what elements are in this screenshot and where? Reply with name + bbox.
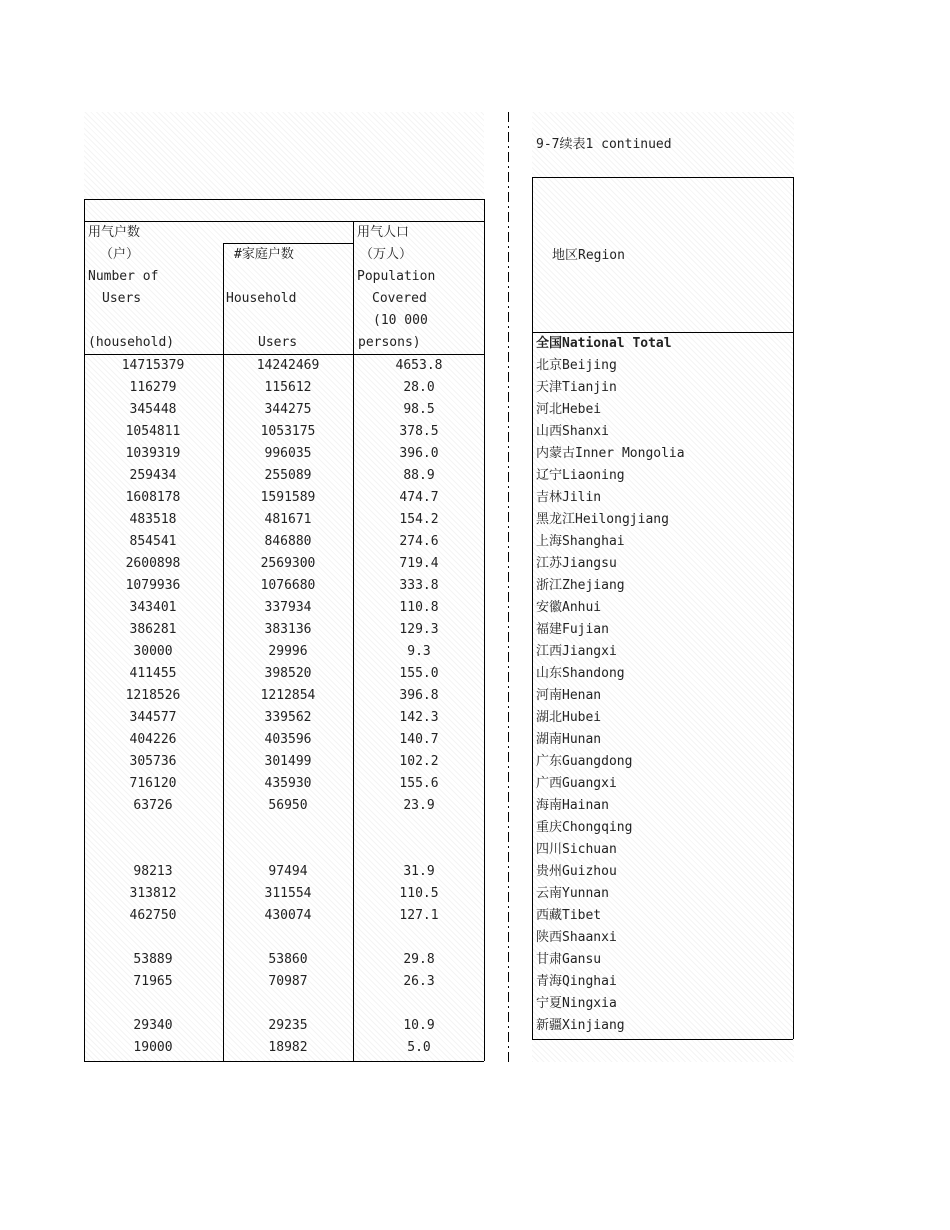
household-cell: 53860	[268, 952, 308, 967]
table-row	[84, 927, 484, 949]
population-cell: 28.0	[403, 380, 435, 395]
table-row	[84, 707, 484, 729]
users-cell: 1054811	[125, 424, 181, 439]
users-header-cn: 用气户数	[88, 225, 141, 240]
region-label: 湖北Hubei	[536, 710, 602, 725]
users-cell: 14715379	[121, 358, 185, 373]
household-cell: 311554	[264, 886, 312, 901]
users-cell: 98213	[133, 864, 173, 879]
household-cell: 301499	[264, 754, 312, 769]
household-cell: 1076680	[260, 578, 316, 593]
users-cell: 1608178	[125, 490, 181, 505]
household-cell: 97494	[268, 864, 308, 879]
population-cell: 274.6	[399, 534, 439, 549]
region-label: 安徽Anhui	[536, 600, 602, 615]
users-cell: 71965	[133, 974, 173, 989]
left-table-header-top-rule	[84, 221, 484, 222]
region-label: 河南Henan	[536, 688, 602, 703]
users-header-en-2: Users	[102, 291, 142, 306]
population-cell: 129.3	[399, 622, 439, 637]
population-cell: 140.7	[399, 732, 439, 747]
region-label: 浙江Zhejiang	[536, 578, 625, 593]
household-cell: 435930	[264, 776, 312, 791]
region-label: 江西Jiangxi	[536, 644, 617, 659]
household-cell: 344275	[264, 402, 312, 417]
household-header-cn: #家庭户数	[234, 247, 294, 262]
region-label: 福建Fujian	[536, 622, 609, 637]
table-row	[84, 575, 484, 597]
right-table-top-rule	[532, 177, 793, 178]
population-cell: 98.5	[403, 402, 435, 417]
table-row	[84, 465, 484, 487]
users-cell: 63726	[133, 798, 173, 813]
page-separator	[508, 112, 509, 1062]
household-cell: 1053175	[260, 424, 316, 439]
table-row	[84, 905, 484, 927]
household-cell: 29996	[268, 644, 308, 659]
users-cell: 404226	[129, 732, 177, 747]
region-label: 上海Shanghai	[536, 534, 625, 549]
population-cell: 4653.8	[395, 358, 443, 373]
population-cell: 31.9	[403, 864, 435, 879]
left-table-bottom-rule	[84, 1061, 484, 1062]
table-row	[84, 1015, 484, 1037]
users-cell: 29340	[133, 1018, 173, 1033]
table-row	[84, 597, 484, 619]
users-cell: 386281	[129, 622, 177, 637]
left-table-top-rule	[84, 199, 484, 200]
region-label: 贵州Guizhou	[536, 864, 617, 879]
users-cell: 716120	[129, 776, 177, 791]
table-row	[84, 377, 484, 399]
users-cell: 483518	[129, 512, 177, 527]
population-cell: 396.8	[399, 688, 439, 703]
household-cell: 1591589	[260, 490, 316, 505]
household-header-en-1: Household	[226, 291, 297, 306]
table-row	[84, 971, 484, 993]
table-row	[84, 663, 484, 685]
table-row	[84, 355, 484, 377]
users-cell: 305736	[129, 754, 177, 769]
users-cell: 259434	[129, 468, 177, 483]
region-label: 新疆Xinjiang	[536, 1018, 625, 1033]
table-row	[84, 1037, 484, 1059]
region-label: 湖南Hunan	[536, 732, 602, 747]
household-cell: 337934	[264, 600, 312, 615]
household-cell: 1212854	[260, 688, 316, 703]
household-cell: 70987	[268, 974, 308, 989]
table-row	[84, 421, 484, 443]
region-label: 四川Sichuan	[536, 842, 617, 857]
household-cell: 430074	[264, 908, 312, 923]
right-table-body	[532, 333, 793, 1039]
table-row	[84, 619, 484, 641]
population-cell: 155.6	[399, 776, 439, 791]
region-label: 海南Hainan	[536, 798, 609, 813]
region-column-header: 地区Region	[552, 248, 625, 263]
region-label: 青海Qinghai	[536, 974, 617, 989]
population-cell: 29.8	[403, 952, 435, 967]
region-label: 吉林Jilin	[536, 490, 602, 505]
users-cell: 53889	[133, 952, 173, 967]
table-row	[84, 685, 484, 707]
region-label: 山东Shandong	[536, 666, 625, 681]
table-row	[84, 641, 484, 663]
users-cell: 462750	[129, 908, 177, 923]
household-cell: 481671	[264, 512, 312, 527]
table-row	[84, 399, 484, 421]
region-label: 黑龙江Heilongjiang	[536, 512, 669, 527]
household-cell: 339562	[264, 710, 312, 725]
population-cell: 23.9	[403, 798, 435, 813]
users-cell: 313812	[129, 886, 177, 901]
table-row	[84, 839, 484, 861]
users-cell: 343401	[129, 600, 177, 615]
population-cell: 333.8	[399, 578, 439, 593]
users-cell: 1079936	[125, 578, 181, 593]
region-label: 全国National Total	[536, 336, 672, 351]
table-row	[84, 729, 484, 751]
household-cell: 18982	[268, 1040, 308, 1055]
region-label: 辽宁Liaoning	[536, 468, 625, 483]
table-row	[84, 443, 484, 465]
table-row	[84, 487, 484, 509]
table-row	[84, 531, 484, 553]
population-header-en-4: persons)	[358, 335, 421, 350]
population-cell: 9.3	[407, 644, 431, 659]
population-cell: 142.3	[399, 710, 439, 725]
table-row	[84, 509, 484, 531]
household-cell: 56950	[268, 798, 308, 813]
region-label: 云南Yunnan	[536, 886, 609, 901]
users-cell: 854541	[129, 534, 177, 549]
region-label: 重庆Chongqing	[536, 820, 633, 835]
household-cell: 115612	[264, 380, 312, 395]
region-label: 江苏Jiangsu	[536, 556, 617, 571]
population-cell: 88.9	[403, 468, 435, 483]
region-label: 广西Guangxi	[536, 776, 617, 791]
household-cell: 255089	[264, 468, 312, 483]
table-row	[84, 993, 484, 1015]
population-cell: 154.2	[399, 512, 439, 527]
users-cell: 1039319	[125, 446, 181, 461]
table-row	[84, 861, 484, 883]
population-cell: 127.1	[399, 908, 439, 923]
region-label: 内蒙古Inner Mongolia	[536, 446, 685, 461]
household-cell: 403596	[264, 732, 312, 747]
table-caption: 9-7续表1 continued	[536, 137, 672, 152]
household-cell: 14242469	[256, 358, 320, 373]
left-table-right-edge	[484, 199, 485, 1061]
population-cell: 102.2	[399, 754, 439, 769]
household-cell: 29235	[268, 1018, 308, 1033]
household-cell: 846880	[264, 534, 312, 549]
table-row	[84, 817, 484, 839]
population-cell: 474.7	[399, 490, 439, 505]
population-cell: 10.9	[403, 1018, 435, 1033]
users-cell: 30000	[133, 644, 173, 659]
region-label: 广东Guangdong	[536, 754, 633, 769]
household-header-en-2: Users	[258, 335, 298, 350]
region-label: 西藏Tibet	[536, 908, 602, 923]
household-cell: 2569300	[260, 556, 316, 571]
users-cell: 344577	[129, 710, 177, 725]
population-cell: 26.3	[403, 974, 435, 989]
household-cell: 398520	[264, 666, 312, 681]
region-label: 河北Hebei	[536, 402, 602, 417]
household-cell: 383136	[264, 622, 312, 637]
users-cell: 19000	[133, 1040, 173, 1055]
table-row	[84, 553, 484, 575]
population-cell: 719.4	[399, 556, 439, 571]
population-header-cn: 用气人口	[357, 225, 410, 240]
users-header-en-3: (household)	[88, 335, 175, 350]
users-cell: 2600898	[125, 556, 181, 571]
right-table-right-edge	[793, 177, 794, 1039]
table-row	[84, 883, 484, 905]
region-label: 北京Beijing	[536, 358, 617, 373]
users-header-unit: （户）	[100, 247, 140, 262]
users-header-en-1: Number of	[88, 269, 159, 284]
region-label: 天津Tianjin	[536, 380, 617, 395]
table-row	[84, 751, 484, 773]
population-header-en-3: (10 000	[373, 313, 428, 328]
population-cell: 110.8	[399, 600, 439, 615]
population-cell: 110.5	[399, 886, 439, 901]
table-row	[84, 949, 484, 971]
users-cell: 116279	[129, 380, 177, 395]
population-header-en-2: Covered	[372, 291, 427, 306]
population-cell: 155.0	[399, 666, 439, 681]
region-label: 陕西Shaanxi	[536, 930, 617, 945]
table-row	[84, 795, 484, 817]
population-header-unit: （万人）	[360, 247, 413, 262]
population-cell: 378.5	[399, 424, 439, 439]
users-cell: 1218526	[125, 688, 181, 703]
region-label: 宁夏Ningxia	[536, 996, 617, 1011]
users-cell: 411455	[129, 666, 177, 681]
users-cell: 345448	[129, 402, 177, 417]
left-table-body	[84, 355, 484, 1061]
region-label: 山西Shanxi	[536, 424, 609, 439]
region-label: 甘肃Gansu	[536, 952, 602, 967]
table-row	[84, 773, 484, 795]
population-cell: 396.0	[399, 446, 439, 461]
household-cell: 996035	[264, 446, 312, 461]
population-header-en-1: Population	[357, 269, 436, 284]
population-cell: 5.0	[407, 1040, 431, 1055]
right-table-bottom-rule	[532, 1039, 793, 1040]
